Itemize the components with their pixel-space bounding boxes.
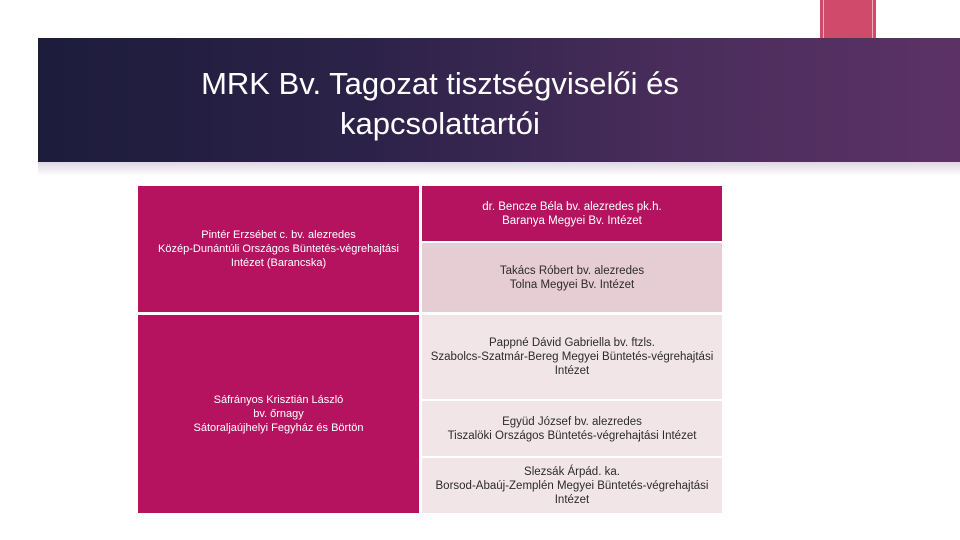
- slide-title: MRK Bv. Tagozat tisztségviselői és kapcsolattartói: [201, 66, 679, 141]
- org-left-bottom-text: Sáfrányos Krisztián László bv. őrnagy Sátoraljaújhelyi Fegyház és Börtön: [193, 394, 364, 434]
- org-right-2-text: Takács Róbert bv. alezredes Tolna Megyei Bv. Intézet: [499, 264, 645, 291]
- org-right-5-text: Slezsák Árpád. ka. Borsod-Abaúj-Zemplén Megyei Büntetés-végrehajtási Intézet: [435, 465, 709, 506]
- org-right-1: [422, 186, 722, 241]
- org-left-bottom: [138, 315, 419, 513]
- org-right-3: [422, 315, 722, 399]
- org-right-4: [422, 401, 722, 456]
- org-left-top: [138, 186, 419, 312]
- org-right-3-text: Pappné Dávid Gabriella bv. ftzls. Szabolcs-Szatmár-Bereg Megyei Büntetés-végrehajtási Intézet: [430, 337, 714, 377]
- org-right-1-text: dr. Bencze Béla bv. alezredes pk.h. Baranya Megyei Bv. Intézet: [482, 200, 662, 227]
- org-right-2: [422, 243, 722, 312]
- org-right-4-text: Együd József bv. alezredes Tiszalöki Országos Büntetés-végrehajtási Intézet: [447, 415, 697, 442]
- org-left-top-text: Pintér Erzsébet c. bv. alezredes Közép-Dunántúli Országos Büntetés-végrehajtási Intézet (Barancska): [158, 229, 399, 269]
- org-right-5: [422, 458, 722, 513]
